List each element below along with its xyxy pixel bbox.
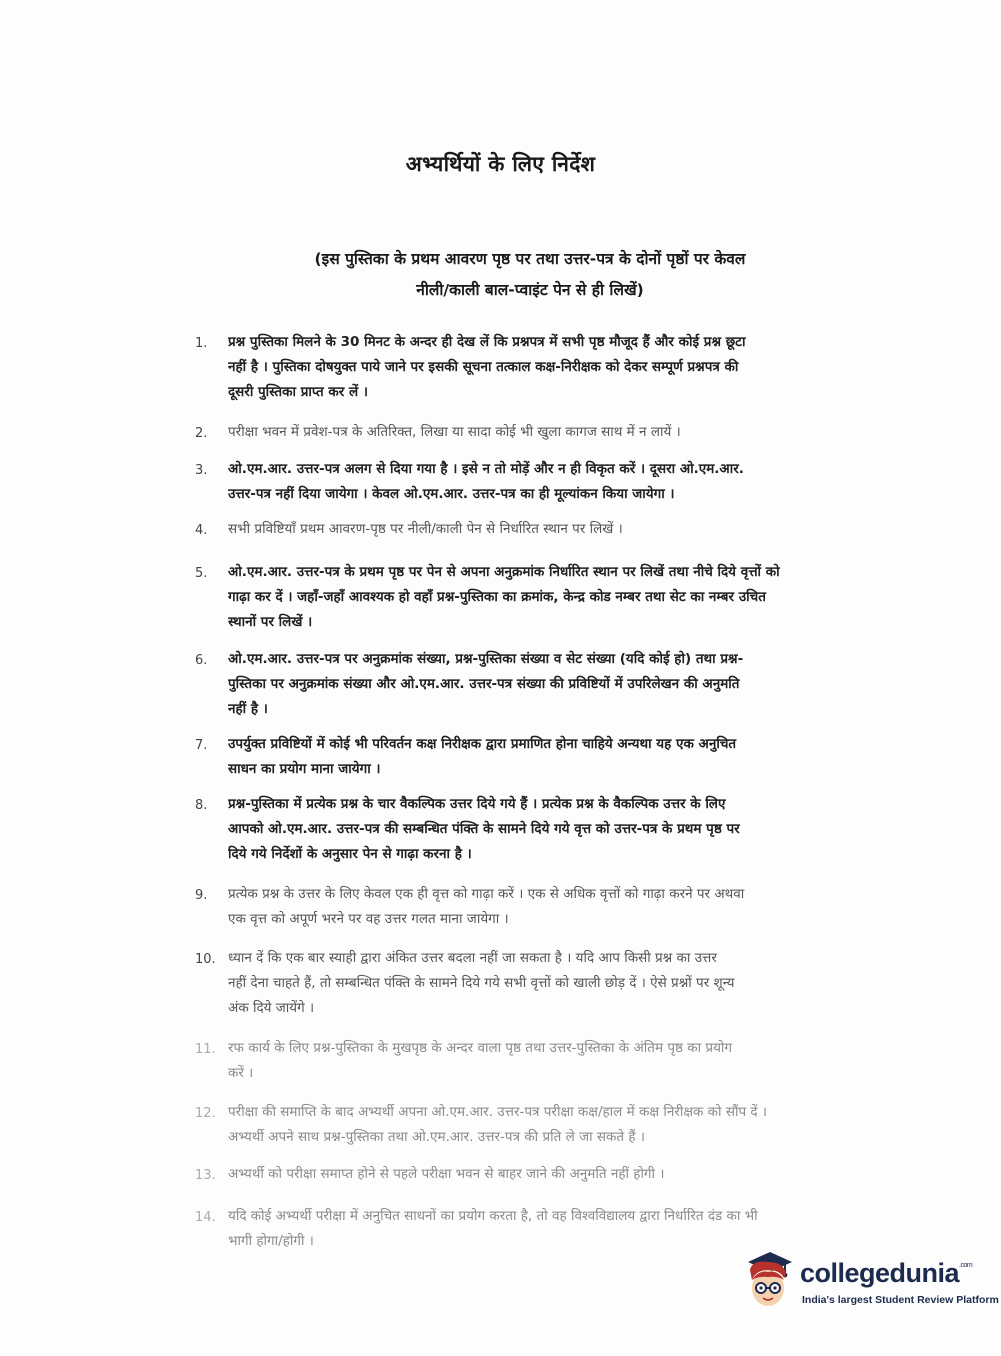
brand-tagline: India's largest Student Review Platform [802,1294,999,1306]
item-text: यदि कोई अभ्यर्थी परीक्षा में अनुचित साधनों का प्रयोग करता है, तो वह विश्वविद्यालय द्वारा निर्धारित दंड का भी भागी होगा/होगी । [228,1208,758,1249]
item-number: 2. [195,426,208,441]
item-number: 14. [195,1210,216,1225]
list-item [195,330,885,405]
list-item [195,946,885,1021]
item-text: सभी प्रविष्टियाँ प्रथम आवरण-पृष्ठ पर नीली/काली पेन से निर्धारित स्थान पर लिखें । [228,521,623,537]
collegedunia-brand [800,1258,972,1289]
collegedunia-mascot-icon [740,1248,796,1314]
page-title: अभ्यर्थियों के लिए निर्देश [405,152,596,176]
list-item [195,732,885,782]
item-text: ओ.एम.आर. उत्तर-पत्र के प्रथम पृष्ठ पर पेन से अपना अनुक्रमांक निर्धारित स्थान पर लिखें तथा नीचे दिये वृत्तों को गाढ़ा कर दें । जहाँ-जहाँ आवश्यक हो वहाँ प्रश्न-पुस्तिका का क्रमांक, केन्द्र कोड नम्बर तथा सेट का नम्बर उचित स्थानों पर लिखें । [228,564,780,630]
item-text: ओ.एम.आर. उत्तर-पत्र पर अनुक्रमांक संख्या, प्रश्न-पुस्तिका संख्या व सेट संख्या (यदि कोई हो) तथा प्रश्न- पुस्तिका पर अनुक्रमांक संख्या और ओ.एम.आर. उत्तर-पत्र संख्या की प्रविष्टियों में उपरिलेखन की अनुमति नहीं है । [228,651,744,717]
list-item [195,1204,885,1254]
item-text: उपर्युक्त प्रविष्टियों में कोई भी परिवर्तन कक्ष निरीक्षक द्वारा प्रमाणित होना चाहिये अन्यथा यह एक अनुचित साधन का प्रयोग माना जायेगा । [228,736,737,777]
item-number: 5. [195,566,208,581]
brand-suffix: .com [959,1262,973,1269]
brand-name: collegedunia [800,1258,960,1288]
page-subtitle: (इस पुस्तिका के प्रथम आवरण पृष्ठ पर तथा उत्तर-पत्र के दोनों पृष्ठों पर केवल नीली/काली बाल-प्वाइंट पेन से ही लिखें) [314,250,746,299]
item-number: 12. [195,1106,216,1121]
list-item [195,882,885,932]
list-item [195,457,885,507]
list-item [195,420,885,445]
item-number: 10. [195,952,216,967]
item-number: 7. [195,738,208,753]
item-number: 1. [195,336,208,351]
item-number: 8. [195,798,208,813]
item-number: 3. [195,463,208,478]
list-item [195,792,885,867]
list-item [195,1100,885,1150]
item-text: प्रत्येक प्रश्न के उत्तर के लिए केवल एक ही वृत्त को गाढ़ा करें । एक से अधिक वृत्तों को गाढ़ा करने पर अथवा एक वृत्त को अपूर्ण भरने पर वह उत्तर गलत माना जायेगा । [228,886,745,927]
collegedunia-watermark [740,1248,999,1318]
item-text: परीक्षा की समाप्ति के बाद अभ्यर्थी अपना ओ.एम.आर. उत्तर-पत्र परीक्षा कक्ष/हाल में कक्ष निरीक्षक को सौंप दें । अभ्यर्थी अपने साथ प्रश्न-पुस्तिका तथा ओ.एम.आर. उत्तर-पत्र की प्रति ले जा सकते हैं । [228,1104,767,1145]
item-text: ओ.एम.आर. उत्तर-पत्र अलग से दिया गया है । इसे न तो मोड़ें और न ही विकृत करें । दूसरा ओ.एम.आर. उत्तर-पत्र नहीं दिया जायेगा । केवल ओ.एम.आर. उत्तर-पत्र का ही मूल्यांकन किया जायेगा । [228,461,744,502]
item-number: 13. [195,1168,216,1183]
item-text: परीक्षा भवन में प्रवेश-पत्र के अतिरिक्त, लिखा या सादा कोई भी खुला कागज साथ में न लायें । [228,424,681,440]
list-item [195,1036,885,1086]
list-item [195,560,885,635]
item-text: अभ्यर्थी को परीक्षा समाप्त होने से पहले परीक्षा भवन से बाहर जाने की अनुमति नहीं होगी । [228,1166,665,1182]
item-number: 4. [195,523,208,538]
item-text: ध्यान दें कि एक बार स्याही द्वारा अंकित उत्तर बदला नहीं जा सकता है । यदि आप किसी प्रश्न का उत्तर नहीं देना चाहते हैं, तो सम्बन्धित पंक्ति के सामने दिये गये सभी वृत्तों को खाली छोड़ दें । ऐसे प्रश्नों पर शून्य अंक दिये जायेंगे । [228,950,735,1016]
item-text: प्रश्न-पुस्तिका में प्रत्येक प्रश्न के चार वैकल्पिक उत्तर दिये गये हैं । प्रत्येक प्रश्न के वैकल्पिक उत्तर के लिए आपको ओ.एम.आर. उत्तर-पत्र की सम्बन्धित पंक्ति के सामने दिये गये वृत्त को उत्तर-पत्र के प्रथम पृष्ठ पर दिये गये निर्देशों के अनुसार पेन से गाढ़ा करना है । [228,796,740,862]
list-item [195,517,885,542]
item-number: 11. [195,1042,216,1057]
list-item [195,1162,885,1187]
item-text: प्रश्न पुस्तिका मिलने के 30 मिनट के अन्दर ही देख लें कि प्रश्नपत्र में सभी पृष्ठ मौजूद हैं और कोई प्रश्न छूटा नहीं है । पुस्तिका दोषयुक्त पाये जाने पर इसकी सूचना तत्काल कक्ष-निरीक्षक को देकर सम्पूर्ण प्रश्नपत्र की दूसरी पुस्तिका प्राप्त कर लें । [228,334,746,400]
list-item [195,647,885,722]
item-text: रफ कार्य के लिए प्रश्न-पुस्तिका के मुखपृष्ठ के अन्दर वाला पृष्ठ तथा उत्तर-पुस्तिका के अंतिम पृष्ठ का प्रयोग करें । [228,1040,733,1081]
item-number: 9. [195,888,208,903]
item-number: 6. [195,653,208,668]
